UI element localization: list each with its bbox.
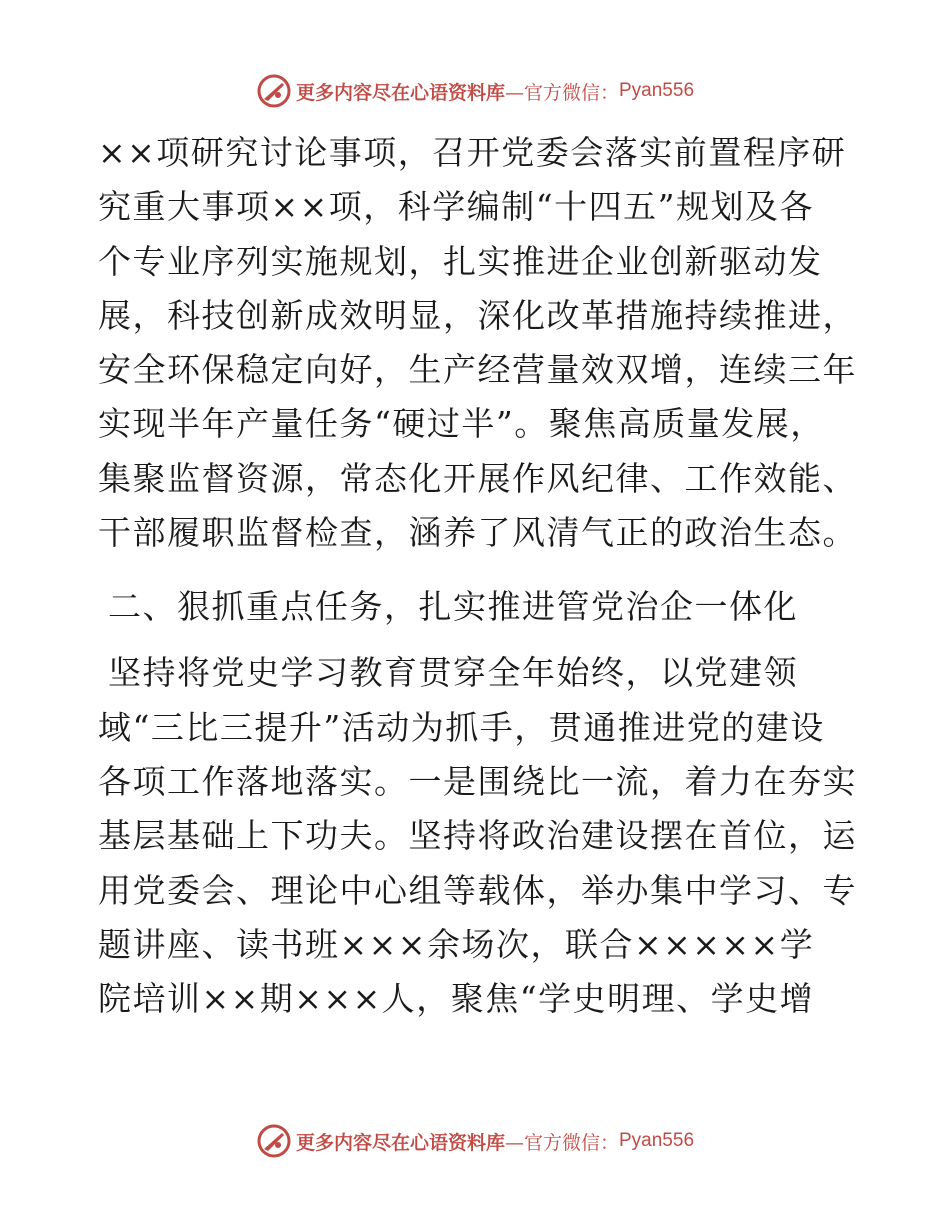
para2-line: 院培训××期×××人，聚焦“学史明理、学史增 xyxy=(98,979,815,1019)
para2-line: 域“三比三提升”活动为抓手，贯通推进党的建设 xyxy=(98,707,825,747)
para2-line: 各项工作落地落实。一是围绕比一流，着力在夯实 xyxy=(98,761,857,801)
para1-line: 干部履职监督检查，涵养了风清气正的政治生态。 xyxy=(98,513,857,553)
para2-line: 题讲座、读书班×××余场次，联合×××××学 xyxy=(98,924,815,964)
brand-separator: —官方微信： xyxy=(504,1131,619,1154)
wechat-id: Pyan556 xyxy=(619,80,695,101)
para1-line: 安全环保稳定向好，生产经营量效双增，连续三年 xyxy=(98,350,857,390)
para2-line: 坚持将党史学习教育贯穿全年始终，以党建领 xyxy=(108,653,798,693)
footer-watermark xyxy=(0,1121,950,1161)
quill-logo-icon xyxy=(256,1123,292,1159)
quill-logo-icon xyxy=(256,73,292,109)
document-body xyxy=(98,126,858,1026)
brand-name: 更多内容尽在心语资料库 xyxy=(295,1131,505,1154)
para2-line: 用党委会、理论中心组等载体，举办集中学习、专 xyxy=(98,870,857,910)
header-watermark xyxy=(0,71,950,111)
para1-line: 究重大事项××项，科学编制“十四五”规划及各 xyxy=(98,187,815,227)
brand-name: 更多内容尽在心语资料库 xyxy=(295,81,505,104)
brand-separator: —官方微信： xyxy=(504,81,619,104)
wechat-id: Pyan556 xyxy=(619,1130,695,1151)
section-heading: 二、狠抓重点任务，扎实推进管党治企一体化 xyxy=(108,587,798,627)
para1-line: 个专业序列实施规划，扎实推进企业创新驱动发 xyxy=(98,241,823,281)
para2-line: 基层基础上下功夫。坚持将政治建设摆在首位，运 xyxy=(98,816,857,856)
para1-line: 实现半年产量任务“硬过半”。聚焦高质量发展， xyxy=(98,404,825,444)
para1-line: 展，科技创新成效明显，深化改革措施持续推进， xyxy=(98,295,857,335)
para1-line: ××项研究讨论事项，召开党委会落实前置程序研 xyxy=(98,133,847,172)
para1-line: 集聚监督资源，常态化开展作风纪律、工作效能、 xyxy=(98,458,857,498)
